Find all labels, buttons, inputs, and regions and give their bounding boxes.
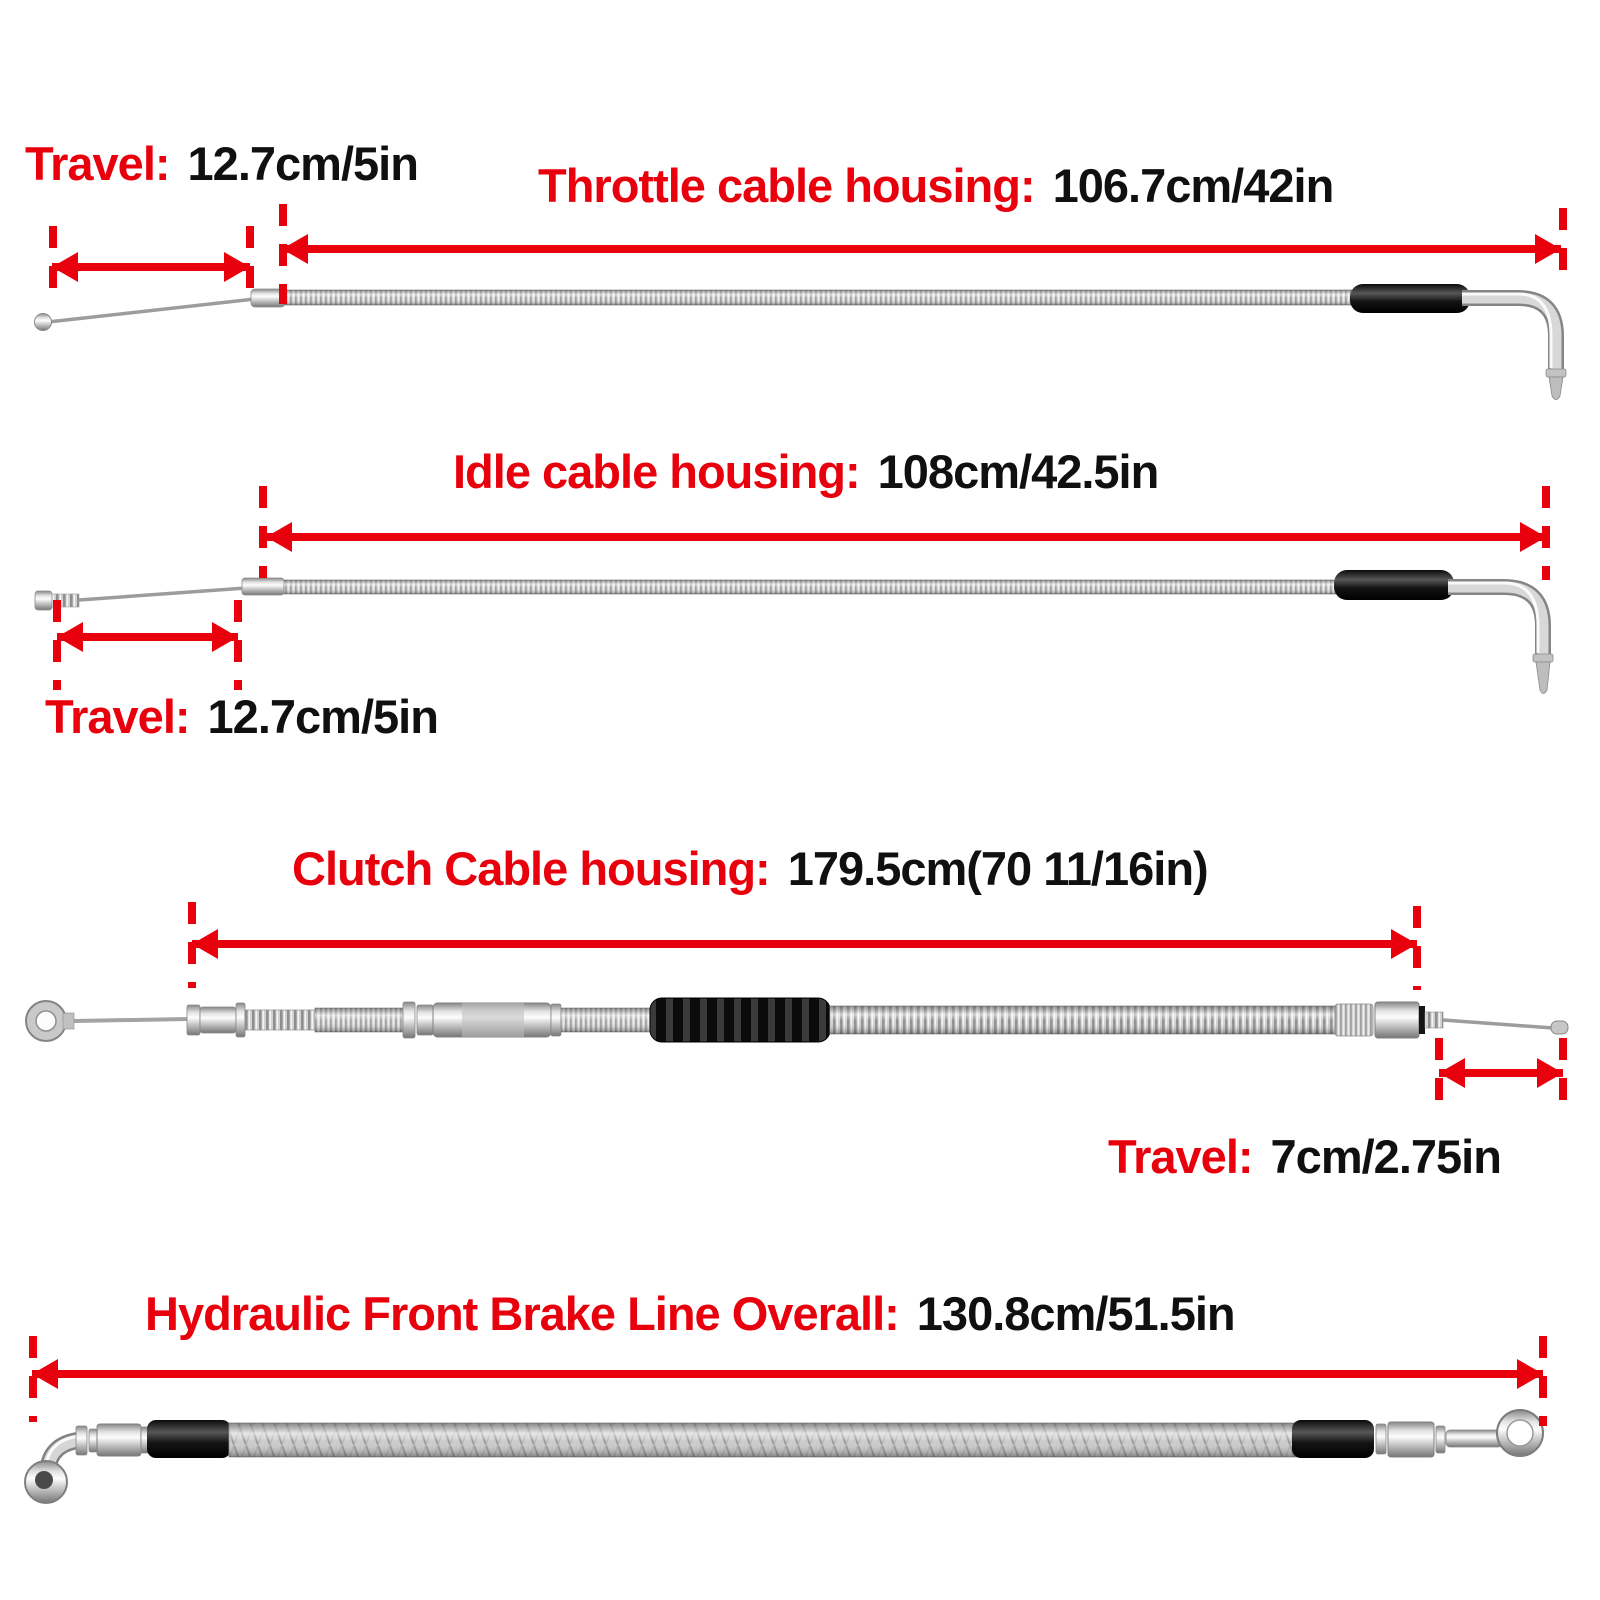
throttle-cable-art	[35, 284, 1567, 400]
throttle-housing-arrow	[282, 245, 1561, 253]
brake-overall-label	[145, 1287, 1235, 1341]
housing-value-text: 106.7cm/42in	[1052, 159, 1334, 212]
clutch-travel-arrow	[1439, 1069, 1563, 1077]
travel-label-text: Travel:	[45, 690, 190, 743]
housing-label-text: Hydraulic Front Brake Line Overall:	[145, 1287, 899, 1340]
housing-value-text: 130.8cm/51.5in	[916, 1287, 1235, 1340]
travel-value-text: 12.7cm/5in	[207, 690, 438, 743]
housing-label-text: Clutch Cable housing:	[292, 842, 770, 895]
housing-value-text: 108cm/42.5in	[877, 445, 1159, 498]
throttle-housing-label	[538, 159, 1333, 213]
idle-cable-art	[35, 570, 1553, 694]
idle-travel-arrow	[57, 633, 238, 641]
clutch-travel-label	[1108, 1130, 1501, 1184]
clutch-housing-label	[292, 842, 1208, 896]
travel-value-text: 7cm/2.75in	[1270, 1130, 1501, 1183]
clutch-housing-arrow	[192, 940, 1417, 948]
idle-housing-arrow	[266, 533, 1546, 541]
throttle-travel-arrow	[52, 263, 250, 271]
travel-value-text: 12.7cm/5in	[187, 137, 418, 190]
brake-line-art	[25, 1410, 1543, 1503]
idle-travel-label	[45, 690, 438, 744]
travel-label-text: Travel:	[25, 137, 170, 190]
travel-label-text: Travel:	[1108, 1130, 1253, 1183]
idle-housing-label	[453, 445, 1158, 499]
housing-label-text: Throttle cable housing:	[538, 159, 1035, 212]
housing-value-text: 179.5cm(70 11/16in)	[787, 842, 1208, 895]
housing-label-text: Idle cable housing:	[453, 445, 860, 498]
clutch-cable-art	[26, 998, 1568, 1042]
brake-overall-arrow	[32, 1370, 1543, 1378]
throttle-travel-label	[25, 137, 418, 191]
